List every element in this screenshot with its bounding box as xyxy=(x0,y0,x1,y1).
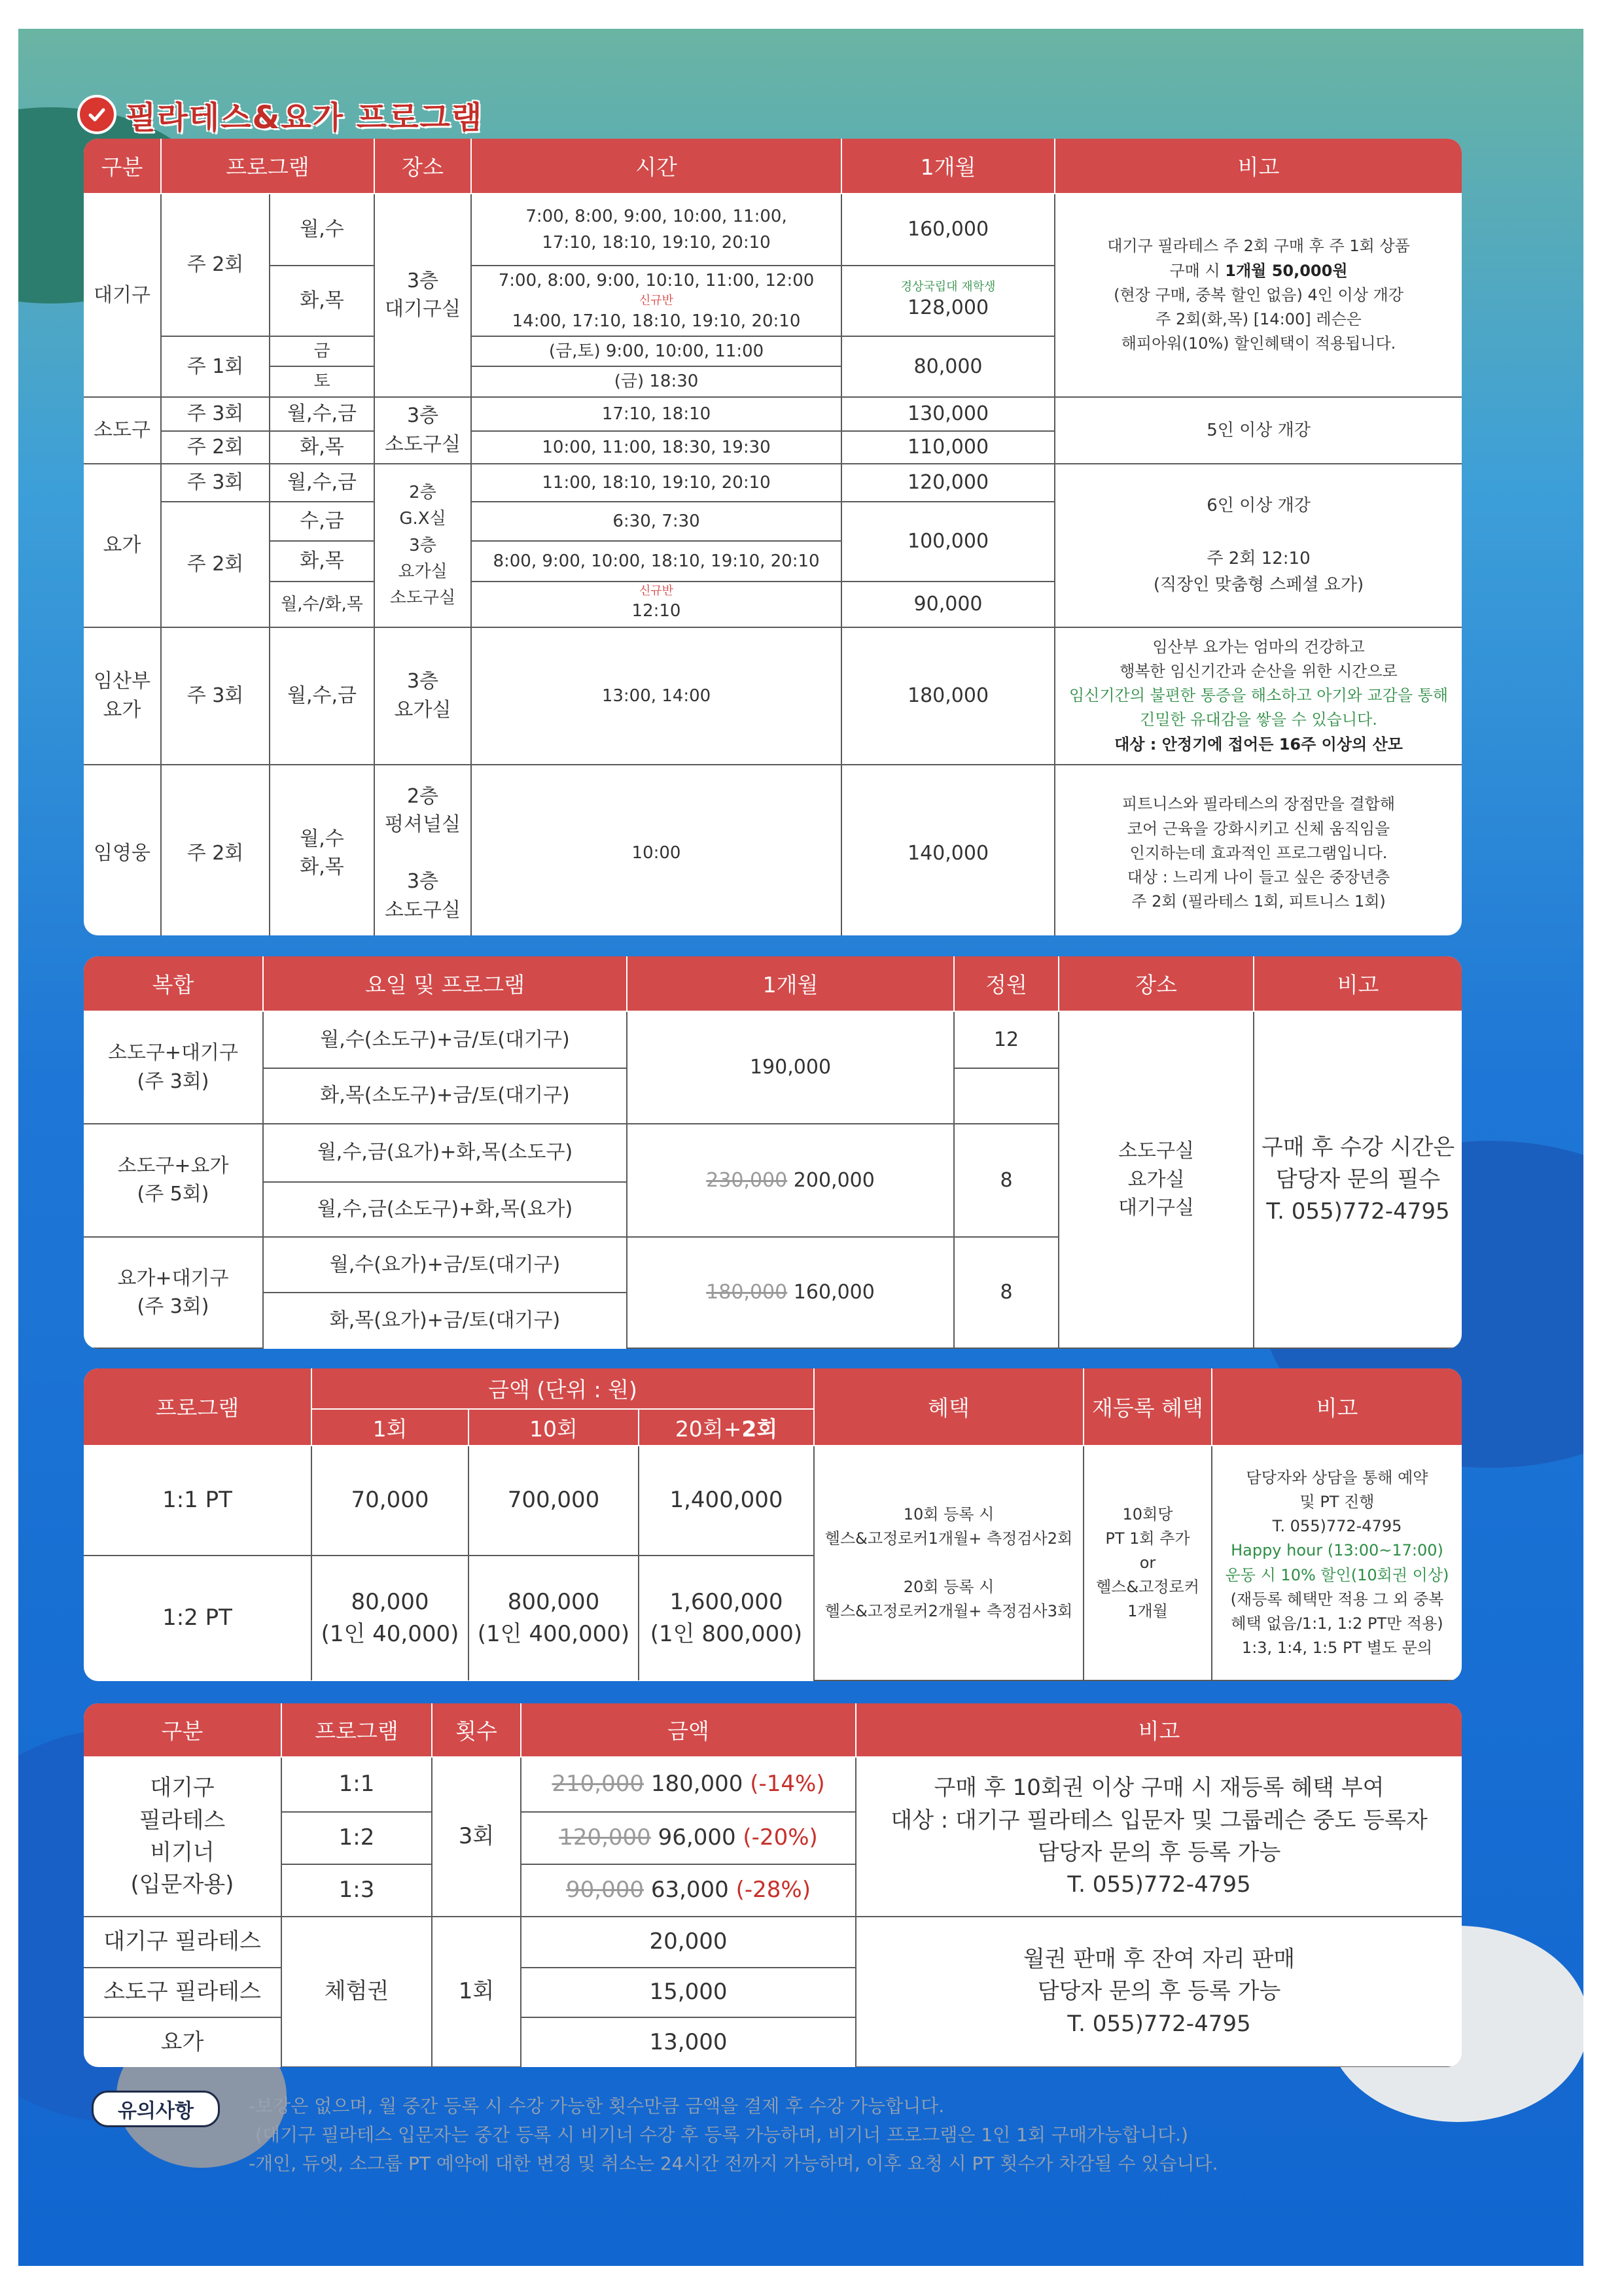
time-sodogu-w3: 17:10, 18:10 xyxy=(471,397,841,431)
price-prenatal: 180,000 xyxy=(841,627,1055,765)
freq-week2: 주 2회 xyxy=(161,431,270,464)
category-sodogu: 소도구 xyxy=(84,397,161,464)
trial-price: 20,000 xyxy=(521,1917,856,1968)
header-amount: 금액 xyxy=(521,1703,856,1757)
combo-capacity: 8 xyxy=(954,1237,1059,1348)
pt-rereg: 10회당 PT 1회 추가 or 헬스&고정로커 1개월 xyxy=(1084,1446,1212,1680)
category-daegigu: 대기구 xyxy=(84,194,161,397)
header-place: 장소 xyxy=(1059,956,1254,1011)
header-note: 비고 xyxy=(1254,956,1462,1011)
trial-count: 1회 xyxy=(432,1917,521,2067)
combo-program: 화,목(요가)+금/토(대기구) xyxy=(263,1293,627,1348)
days-tue-thu: 화,목 xyxy=(270,541,374,582)
header-note: 비고 xyxy=(1055,139,1462,194)
day-sat: 토 xyxy=(270,366,374,396)
place-yoga: 2층 G.X실 3층 요가실 소도구실 xyxy=(374,464,471,627)
price-daegigu-w1: 80,000 xyxy=(841,336,1055,397)
notice-line: -보강은 없으며, 월 중간 등록 시 수강 가능한 횟수만큼 금액을 결제 후 수강 가능합니다. xyxy=(249,2095,945,2117)
note-sodogu: 5인 이상 개강 xyxy=(1055,397,1462,464)
place-sodogu: 3층 소도구실 xyxy=(374,397,471,464)
freq-week2: 주 2회 xyxy=(161,502,270,627)
combo-program: 월,수(요가)+금/토(대기구) xyxy=(263,1237,627,1293)
header-month: 1개월 xyxy=(841,139,1055,194)
pt-price-10: 800,000 (1인 400,000) xyxy=(468,1556,639,1680)
header-combo: 복합 xyxy=(84,956,263,1011)
combo-place: 소도구실 요가실 대기구실 xyxy=(1059,1011,1254,1348)
price-youngwoong: 140,000 xyxy=(841,765,1055,935)
pt-price-20: 1,600,000 (1인 800,000) xyxy=(639,1556,814,1680)
freq-week3: 주 3회 xyxy=(161,464,270,502)
days-youngwoong: 월,수 화,목 xyxy=(270,765,374,935)
header-program: 프로그램 xyxy=(281,1703,432,1757)
pt-price-10: 700,000 xyxy=(468,1446,639,1556)
trial-category: 요가 xyxy=(84,2017,281,2067)
price-daegigu-tt: 경상국립대 재학생 128,000 xyxy=(841,266,1055,336)
price-daegigu-mw: 160,000 xyxy=(841,194,1055,266)
pt-price-20: 1,400,000 xyxy=(639,1446,814,1556)
header-program: 프로그램 xyxy=(161,139,374,194)
combo-program: 월,수,금(소도구)+화,목(요가) xyxy=(263,1182,627,1238)
header-place: 장소 xyxy=(374,139,471,194)
trial-note: 월권 판매 후 잔여 자리 판매 담당자 문의 후 등록 가능 T. 055)772-4795 xyxy=(856,1917,1462,2067)
combo-capacity-empty xyxy=(954,1068,1059,1124)
price-yoga-w3: 120,000 xyxy=(841,464,1055,502)
header-20x: 20회+2회 xyxy=(639,1409,814,1446)
notice-text xyxy=(249,2092,1218,2178)
combo-price: 180,000 160,000 xyxy=(627,1237,954,1348)
header-1x: 1회 xyxy=(311,1409,468,1446)
header-amount: 금액 (단위 : 원) xyxy=(311,1368,814,1409)
time-yoga-wf: 6:30, 7:30 xyxy=(471,502,841,541)
notice-label: 유의사항 xyxy=(92,2091,220,2127)
time-sodogu-w2: 10:00, 11:00, 18:30, 19:30 xyxy=(471,431,841,464)
header-count: 횟수 xyxy=(432,1703,521,1757)
freq-week3: 주 3회 xyxy=(161,397,270,431)
place-youngwoong: 2층 펑셔널실 3층 소도구실 xyxy=(374,765,471,935)
time-daegigu-tt: 7:00, 8:00, 9:00, 10:10, 11:00, 12:00 신규반 14:00, 17:10, 18:10, 19:10, 20:10 xyxy=(471,266,841,336)
place-prenatal: 3층 요가실 xyxy=(374,627,471,765)
note-youngwoong: 피트니스와 필라테스의 장점만을 결합해 코어 근육을 강화시키고 신체 움직임을 인지하는데 효과적인 프로그램입니다. 대상 : 느리게 나이 들고 싶은 중장년층 주 2회 (필라테스 1회, 피트니스 1회) xyxy=(1055,765,1462,935)
price-yoga-special: 90,000 xyxy=(841,582,1055,627)
header-benefit: 혜택 xyxy=(814,1368,1084,1446)
pt-name: 1:1 PT xyxy=(84,1446,311,1556)
beginner-price: 210,000 180,000 (-14%) xyxy=(521,1757,856,1812)
trial-price: 13,000 xyxy=(521,2017,856,2067)
header-month: 1개월 xyxy=(627,956,954,1011)
ratio: 1:3 xyxy=(281,1864,432,1917)
beginner-price: 90,000 63,000 (-28%) xyxy=(521,1864,856,1917)
pt-note: 담당자와 상담을 통해 예약 및 PT 진행 T. 055)772-4795 Happy hour (13:00~17:00) 운동 시 10% 할인(10회권 이상) (재등록 혜택만 적용 그 외 중복 혜택 없음/1:1, 1:2 PT만 적용) 1:3, 1:4, 1:5 PT 별도 문의 xyxy=(1212,1446,1462,1680)
table-combo xyxy=(84,956,1462,1349)
combo-note: 구매 후 수강 시간은 담당자 문의 필수 T. 055)772-4795 xyxy=(1254,1011,1462,1348)
combo-capacity: 8 xyxy=(954,1124,1059,1238)
days-mwf: 월,수,금 xyxy=(270,397,374,431)
price-sodogu-w2: 110,000 xyxy=(841,431,1055,464)
combo-capacity: 12 xyxy=(954,1011,1059,1068)
category-yoga: 요가 xyxy=(84,464,161,627)
note-yoga: 6인 이상 개강 주 2회 12:10 (직장인 맞춤형 스페셜 요가) xyxy=(1055,464,1462,627)
freq-week1: 주 1회 xyxy=(161,336,270,397)
combo-program: 월,수,금(요가)+화,목(소도구) xyxy=(263,1124,627,1182)
pt-price-1: 70,000 xyxy=(311,1446,468,1556)
beginner-count: 3회 xyxy=(432,1757,521,1917)
header-rereg: 재등록 혜택 xyxy=(1084,1368,1212,1446)
combo-program: 화,목(소도구)+금/토(대기구) xyxy=(263,1068,627,1124)
combo-program: 월,수(소도구)+금/토(대기구) xyxy=(263,1011,627,1068)
combo-name: 소도구+요가 (주 5회) xyxy=(84,1124,263,1238)
freq-week2: 주 2회 xyxy=(161,194,270,336)
beginner-price: 120,000 96,000 (-20%) xyxy=(521,1812,856,1864)
time-yoga-mwf: 11:00, 18:10, 19:10, 20:10 xyxy=(471,464,841,502)
time-daegigu-mw: 7:00, 8:00, 9:00, 10:00, 11:00, 17:10, 18:10, 19:10, 20:10 xyxy=(471,194,841,266)
trial-price: 15,000 xyxy=(521,1968,856,2017)
days-tue-thu: 화,목 xyxy=(270,266,374,336)
header-note: 비고 xyxy=(856,1703,1462,1757)
header-days-program: 요일 및 프로그램 xyxy=(263,956,627,1011)
notice-section xyxy=(92,2087,1531,2185)
pt-name: 1:2 PT xyxy=(84,1556,311,1680)
combo-name: 요가+대기구 (주 3회) xyxy=(84,1237,263,1348)
time-daegigu-sat: (금) 18:30 xyxy=(471,366,841,396)
days-wed-fri: 수,금 xyxy=(270,502,374,541)
header-time: 시간 xyxy=(471,139,841,194)
combo-name: 소도구+대기구 (주 3회) xyxy=(84,1011,263,1124)
place-daegigu: 3층 대기구실 xyxy=(374,194,471,397)
time-yoga-special: 신규반 12:10 xyxy=(471,582,841,627)
days-tue-thu: 화,목 xyxy=(270,431,374,464)
combo-price: 230,000 200,000 xyxy=(627,1124,954,1238)
ratio: 1:2 xyxy=(281,1812,432,1864)
table-pt xyxy=(84,1368,1462,1681)
trial-category: 소도구 필라테스 xyxy=(84,1968,281,2017)
beginner-note: 구매 후 10회권 이상 구매 시 재등록 혜택 부여 대상 : 대기구 필라테스 입문자 및 그룹레슨 중도 등록자 담당자 문의 후 등록 가능 T. 055)772-4795 xyxy=(856,1757,1462,1917)
ratio: 1:1 xyxy=(281,1757,432,1812)
days-mwf: 월,수,금 xyxy=(270,627,374,765)
time-yoga-tt: 8:00, 9:00, 10:00, 18:10, 19:10, 20:10 xyxy=(471,541,841,582)
beginner-category: 대기구 필라테스 비기너 (입문자용) xyxy=(84,1757,281,1917)
header-10x: 10회 xyxy=(468,1409,639,1446)
page-title: 필라테스&요가 프로그램 xyxy=(126,99,484,136)
time-daegigu-fri: (금,토) 9:00, 10:00, 11:00 xyxy=(471,336,841,366)
category-prenatal: 임산부 요가 xyxy=(84,627,161,765)
time-youngwoong: 10:00 xyxy=(471,765,841,935)
header-capacity: 정원 xyxy=(954,956,1059,1011)
table-beginner-trial xyxy=(84,1703,1462,2067)
notice-line: (대기구 필라테스 입문자는 중간 등록 시 비기너 수강 후 등록 가능하며, 비기너 프로그램은 1인 1회 구매가능합니다.) xyxy=(255,2124,1188,2146)
header-category: 구분 xyxy=(84,139,161,194)
note-prenatal: 임산부 요가는 엄마의 건강하고 행복한 임신기간과 순산을 위한 시간으로 임신기간의 불편한 통증을 해소하고 아기와 교감을 통해 긴밀한 유대감을 쌓을 수 있습니다. 대상 : 안정기에 접어든 16주 이상의 산모 xyxy=(1055,627,1462,765)
header-category: 구분 xyxy=(84,1703,281,1757)
price-sodogu-w3: 130,000 xyxy=(841,397,1055,431)
days-combo: 월,수/화,목 xyxy=(270,582,374,627)
trial-program: 체험권 xyxy=(281,1917,432,2067)
day-fri: 금 xyxy=(270,336,374,366)
time-prenatal: 13:00, 14:00 xyxy=(471,627,841,765)
freq-week3: 주 3회 xyxy=(161,627,270,765)
price-yoga-w2: 100,000 xyxy=(841,502,1055,582)
table-group-programs xyxy=(84,139,1462,935)
note-daegigu: 대기구 필라테스 주 2회 구매 후 주 1회 상품 구매 시 1개월 50,000원 (현장 구매, 중복 할인 없음) 4인 이상 개강 주 2회(화,목) [14:00] 레슨은 해피아워(10%) 할인혜택이 적용됩니다. xyxy=(1055,194,1462,397)
trial-category: 대기구 필라테스 xyxy=(84,1917,281,1968)
category-youngwoong: 임영웅 xyxy=(84,765,161,935)
section-title xyxy=(77,92,483,137)
days-mon-wed: 월,수 xyxy=(270,194,374,266)
header-program: 프로그램 xyxy=(84,1368,311,1446)
combo-price: 190,000 xyxy=(627,1011,954,1124)
header-note: 비고 xyxy=(1212,1368,1462,1446)
days-mwf: 월,수,금 xyxy=(270,464,374,502)
pt-benefit: 10회 등록 시 헬스&고정로커1개월+ 측정검사2회 20회 등록 시 헬스&고정로커2개월+ 측정검사3회 xyxy=(814,1446,1084,1680)
checkmark-icon xyxy=(77,95,116,134)
pt-price-1: 80,000 (1인 40,000) xyxy=(311,1556,468,1680)
freq-week2: 주 2회 xyxy=(161,765,270,935)
notice-line: -개인, 듀엣, 소그룹 PT 예약에 대한 변경 및 취소는 24시간 전까지 가능하며, 이후 요청 시 PT 횟수가 차감될 수 있습니다. xyxy=(249,2153,1218,2174)
